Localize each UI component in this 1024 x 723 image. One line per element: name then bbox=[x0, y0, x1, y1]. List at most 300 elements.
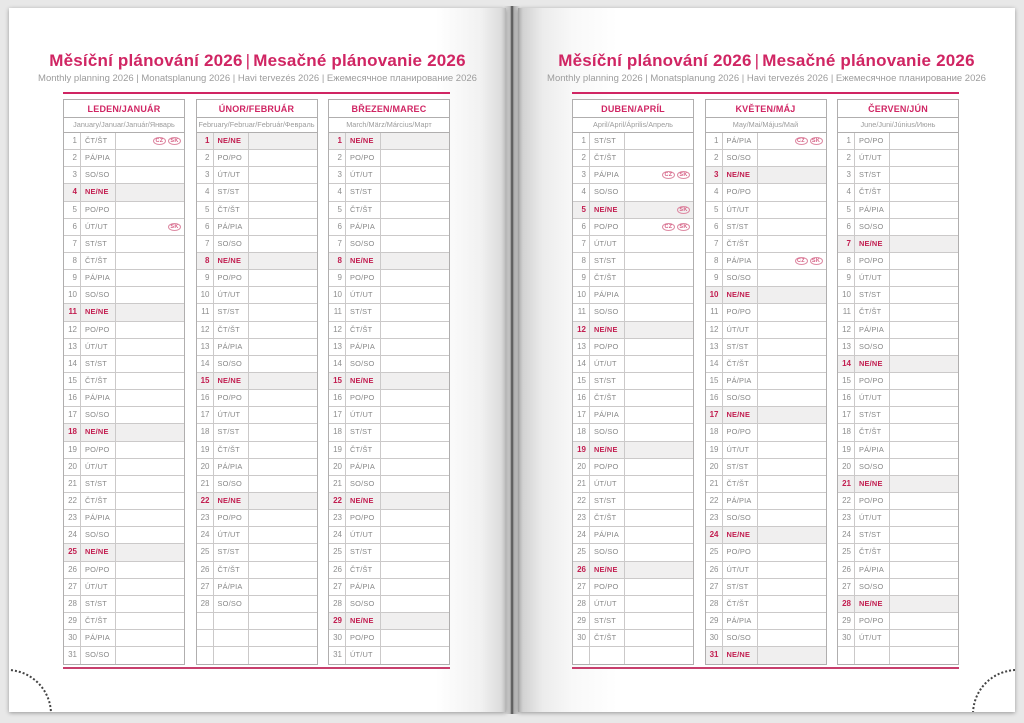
day-row bbox=[329, 476, 449, 493]
notes-cell bbox=[758, 184, 826, 200]
weekday-label-cell: ČT/ŠT bbox=[81, 373, 116, 389]
notes-cell bbox=[758, 253, 826, 269]
day-number-cell: 12 bbox=[329, 322, 346, 338]
day-number-cell: 2 bbox=[197, 150, 214, 166]
day-number-cell: 19 bbox=[64, 442, 81, 458]
weekday-label-cell: ČT/ŠT bbox=[590, 150, 625, 166]
notes-cell bbox=[249, 579, 317, 595]
notes-cell bbox=[890, 493, 958, 509]
weekday-label-cell bbox=[214, 613, 249, 629]
day-number-cell: 1 bbox=[573, 133, 590, 149]
notes-cell bbox=[381, 202, 449, 218]
weekday-label-cell: NE/NE bbox=[81, 424, 116, 440]
weekday-label-cell: PO/PO bbox=[723, 544, 758, 560]
day-row bbox=[64, 287, 184, 304]
day-number-cell: 14 bbox=[64, 356, 81, 372]
day-number-cell: 16 bbox=[197, 390, 214, 406]
day-row bbox=[197, 356, 317, 373]
day-number-cell: 21 bbox=[64, 476, 81, 492]
weekday-label-cell: NE/NE bbox=[81, 304, 116, 320]
day-row bbox=[706, 339, 826, 356]
day-number-cell: 22 bbox=[706, 493, 723, 509]
day-number-cell: 31 bbox=[329, 647, 346, 664]
notes-cell bbox=[758, 562, 826, 578]
weekday-label-cell: SO/SO bbox=[723, 390, 758, 406]
weekday-label-cell: SO/SO bbox=[855, 459, 890, 475]
day-number-cell: 30 bbox=[329, 630, 346, 646]
month-table bbox=[63, 99, 185, 665]
weekday-label-cell: ÚT/UT bbox=[81, 219, 116, 235]
notes-cell bbox=[625, 630, 693, 646]
day-row bbox=[838, 219, 958, 236]
day-number-cell: 3 bbox=[706, 167, 723, 183]
day-row bbox=[64, 253, 184, 270]
day-number-cell: 29 bbox=[706, 613, 723, 629]
day-number-cell: 25 bbox=[197, 544, 214, 560]
notes-cell bbox=[625, 270, 693, 286]
day-row bbox=[197, 270, 317, 287]
weekday-label-cell: PÁ/PIA bbox=[81, 510, 116, 526]
day-row bbox=[197, 510, 317, 527]
weekday-label-cell: ÚT/UT bbox=[214, 287, 249, 303]
day-number-cell: 6 bbox=[197, 219, 214, 235]
notes-cell bbox=[381, 390, 449, 406]
notes-cell bbox=[625, 287, 693, 303]
day-row bbox=[197, 287, 317, 304]
weekday-label-cell: ČT/ŠT bbox=[855, 424, 890, 440]
weekday-label-cell: ST/ST bbox=[590, 493, 625, 509]
notes-cell bbox=[249, 459, 317, 475]
notes-cell bbox=[381, 579, 449, 595]
day-row bbox=[64, 510, 184, 527]
notes-cell bbox=[625, 167, 693, 183]
empty-row bbox=[197, 630, 317, 647]
weekday-label-cell: ST/ST bbox=[214, 304, 249, 320]
notes-cell bbox=[890, 253, 958, 269]
notes-cell bbox=[116, 356, 184, 372]
day-row bbox=[64, 202, 184, 219]
day-row bbox=[706, 236, 826, 253]
day-number-cell: 28 bbox=[197, 596, 214, 612]
day-number-cell: 24 bbox=[64, 527, 81, 543]
day-row bbox=[838, 630, 958, 647]
day-row bbox=[573, 407, 693, 424]
notes-cell bbox=[758, 544, 826, 560]
day-number-cell: 27 bbox=[573, 579, 590, 595]
notes-cell bbox=[116, 390, 184, 406]
weekday-label-cell: PÁ/PIA bbox=[723, 613, 758, 629]
weekday-label-cell: PÁ/PIA bbox=[723, 493, 758, 509]
notes-cell bbox=[381, 304, 449, 320]
weekday-label-cell: PO/PO bbox=[81, 202, 116, 218]
day-number-cell: 22 bbox=[838, 493, 855, 509]
day-row bbox=[706, 596, 826, 613]
notes-cell bbox=[758, 236, 826, 252]
day-row bbox=[329, 510, 449, 527]
weekday-label-cell: SO/SO bbox=[346, 596, 381, 612]
holiday-badge-sk: SK bbox=[677, 223, 690, 231]
day-number-cell: 18 bbox=[64, 424, 81, 440]
day-number-cell: 1 bbox=[64, 133, 81, 149]
notes-cell bbox=[758, 407, 826, 423]
weekday-label-cell: SO/SO bbox=[723, 510, 758, 526]
month-table bbox=[328, 99, 450, 665]
weekday-label-cell: PÁ/PIA bbox=[855, 202, 890, 218]
day-number-cell: 26 bbox=[573, 562, 590, 578]
weekday-label-cell: PÁ/PIA bbox=[723, 133, 758, 149]
title-slovak: Mesačné plánovanie 2026 bbox=[253, 51, 466, 70]
weekday-label-cell: PO/PO bbox=[214, 150, 249, 166]
weekday-label-cell: ČT/ŠT bbox=[590, 630, 625, 646]
day-row bbox=[573, 133, 693, 150]
notes-cell bbox=[381, 527, 449, 543]
weekday-label-cell: SO/SO bbox=[346, 356, 381, 372]
day-row bbox=[329, 647, 449, 664]
weekday-label-cell: PÁ/PIA bbox=[214, 459, 249, 475]
weekday-label-cell: ČT/ŠT bbox=[346, 202, 381, 218]
notes-cell bbox=[625, 339, 693, 355]
weekday-label-cell: PÁ/PIA bbox=[346, 579, 381, 595]
day-row bbox=[706, 630, 826, 647]
notes-cell bbox=[116, 579, 184, 595]
weekday-label-cell: ST/ST bbox=[214, 184, 249, 200]
day-number-cell: 28 bbox=[329, 596, 346, 612]
weekday-label-cell: ÚT/UT bbox=[346, 647, 381, 664]
day-row bbox=[197, 390, 317, 407]
day-row bbox=[706, 270, 826, 287]
weekday-label-cell: SO/SO bbox=[81, 647, 116, 664]
day-row bbox=[573, 493, 693, 510]
day-row bbox=[197, 322, 317, 339]
weekday-label-cell: ČT/ŠT bbox=[590, 390, 625, 406]
notes-cell bbox=[625, 304, 693, 320]
day-row bbox=[197, 167, 317, 184]
notes-cell bbox=[625, 647, 693, 664]
weekday-label-cell: ČT/ŠT bbox=[81, 133, 116, 149]
notes-cell bbox=[116, 510, 184, 526]
weekday-label-cell: ČT/ŠT bbox=[214, 562, 249, 578]
day-row bbox=[197, 253, 317, 270]
day-number-cell: 28 bbox=[64, 596, 81, 612]
weekday-label-cell: ČT/ŠT bbox=[590, 270, 625, 286]
day-row bbox=[329, 493, 449, 510]
notes-cell bbox=[890, 579, 958, 595]
day-number-cell: 10 bbox=[573, 287, 590, 303]
bottom-divider-line bbox=[572, 667, 959, 669]
notes-cell bbox=[758, 202, 826, 218]
day-row bbox=[329, 613, 449, 630]
day-number-cell: 20 bbox=[573, 459, 590, 475]
notes-cell bbox=[249, 150, 317, 166]
weekday-label-cell: ČT/ŠT bbox=[81, 253, 116, 269]
month-grid bbox=[572, 133, 694, 665]
weekday-label-cell: NE/NE bbox=[214, 133, 249, 149]
day-row bbox=[706, 356, 826, 373]
day-row bbox=[64, 373, 184, 390]
empty-row bbox=[197, 647, 317, 664]
weekday-label-cell: PO/PO bbox=[723, 424, 758, 440]
notes-cell bbox=[249, 287, 317, 303]
holiday-badge-cz: CZ bbox=[795, 257, 808, 265]
day-row bbox=[197, 150, 317, 167]
notes-cell bbox=[381, 322, 449, 338]
day-row bbox=[329, 236, 449, 253]
day-row bbox=[64, 236, 184, 253]
notes-cell bbox=[116, 202, 184, 218]
day-row bbox=[573, 596, 693, 613]
notes-cell bbox=[116, 339, 184, 355]
day-row bbox=[573, 613, 693, 630]
weekday-label-cell: SO/SO bbox=[81, 407, 116, 423]
day-row bbox=[64, 133, 184, 150]
holiday-badge-sk: SK bbox=[677, 171, 690, 179]
day-number-cell: 7 bbox=[329, 236, 346, 252]
weekday-label-cell: SO/SO bbox=[855, 219, 890, 235]
notes-cell bbox=[625, 236, 693, 252]
day-number-cell: 26 bbox=[838, 562, 855, 578]
weekday-label-cell: ÚT/UT bbox=[855, 270, 890, 286]
empty-row bbox=[573, 647, 693, 664]
weekday-label-cell: PÁ/PIA bbox=[81, 270, 116, 286]
day-number-cell: 6 bbox=[706, 219, 723, 235]
notes-cell bbox=[249, 356, 317, 372]
day-row bbox=[329, 407, 449, 424]
day-row bbox=[706, 562, 826, 579]
day-number-cell: 12 bbox=[838, 322, 855, 338]
day-number-cell: 9 bbox=[64, 270, 81, 286]
weekday-label-cell: SO/SO bbox=[590, 184, 625, 200]
day-row bbox=[838, 322, 958, 339]
day-number-cell: 6 bbox=[64, 219, 81, 235]
day-number-cell: 15 bbox=[706, 373, 723, 389]
day-number-cell: 3 bbox=[838, 167, 855, 183]
day-row bbox=[838, 596, 958, 613]
weekday-label-cell: PÁ/PIA bbox=[346, 219, 381, 235]
months-row-left bbox=[63, 99, 450, 665]
day-number-cell: 4 bbox=[573, 184, 590, 200]
notes-cell bbox=[116, 562, 184, 578]
day-row bbox=[573, 287, 693, 304]
weekday-label-cell: SO/SO bbox=[590, 424, 625, 440]
notes-cell bbox=[116, 150, 184, 166]
day-number-cell: 15 bbox=[64, 373, 81, 389]
day-number-cell: 8 bbox=[706, 253, 723, 269]
notes-cell bbox=[249, 596, 317, 612]
notes-cell bbox=[758, 219, 826, 235]
day-number-cell: 22 bbox=[197, 493, 214, 509]
weekday-label-cell: PÁ/PIA bbox=[855, 442, 890, 458]
weekday-label-cell: ST/ST bbox=[81, 236, 116, 252]
day-number-cell: 12 bbox=[573, 322, 590, 338]
notes-cell bbox=[758, 287, 826, 303]
empty-row bbox=[838, 647, 958, 664]
notes-cell bbox=[890, 630, 958, 646]
day-number-cell: 15 bbox=[197, 373, 214, 389]
day-number-cell: 27 bbox=[329, 579, 346, 595]
notes-cell bbox=[890, 647, 958, 664]
day-row bbox=[329, 562, 449, 579]
day-row bbox=[838, 184, 958, 201]
weekday-label-cell: ÚT/UT bbox=[346, 167, 381, 183]
day-number-cell: 27 bbox=[838, 579, 855, 595]
day-row bbox=[197, 184, 317, 201]
day-number-cell: 7 bbox=[706, 236, 723, 252]
day-row bbox=[64, 219, 184, 236]
day-number-cell: 5 bbox=[329, 202, 346, 218]
day-row bbox=[573, 390, 693, 407]
day-row bbox=[329, 133, 449, 150]
day-number-cell: 28 bbox=[706, 596, 723, 612]
day-number-cell: 11 bbox=[838, 304, 855, 320]
notes-cell bbox=[758, 304, 826, 320]
notes-cell bbox=[625, 442, 693, 458]
day-row bbox=[838, 339, 958, 356]
notes-cell bbox=[381, 356, 449, 372]
day-row bbox=[573, 219, 693, 236]
day-row bbox=[573, 339, 693, 356]
day-row bbox=[838, 150, 958, 167]
notes-cell bbox=[249, 167, 317, 183]
day-number-cell: 18 bbox=[573, 424, 590, 440]
notes-cell bbox=[381, 253, 449, 269]
title-divider-line bbox=[63, 92, 450, 94]
notes-cell bbox=[116, 442, 184, 458]
weekday-label-cell bbox=[214, 630, 249, 646]
day-number-cell: 8 bbox=[197, 253, 214, 269]
page-subtitle: Monthly planning 2026 | Monatsplanung 2026 | Havi tervezés 2026 | Ежемесячное планирование 2026 bbox=[38, 73, 477, 84]
weekday-label-cell: PÁ/PIA bbox=[346, 339, 381, 355]
notes-cell bbox=[890, 339, 958, 355]
corner-perforation-dots bbox=[9, 669, 52, 712]
notes-cell bbox=[249, 339, 317, 355]
day-number-cell: 4 bbox=[329, 184, 346, 200]
weekday-label-cell: ST/ST bbox=[723, 459, 758, 475]
day-row bbox=[573, 202, 693, 219]
weekday-label-cell: ÚT/UT bbox=[81, 339, 116, 355]
day-row bbox=[329, 339, 449, 356]
day-row bbox=[706, 219, 826, 236]
weekday-label-cell: NE/NE bbox=[590, 322, 625, 338]
day-row bbox=[573, 579, 693, 596]
day-number-cell: 11 bbox=[573, 304, 590, 320]
notes-cell bbox=[625, 544, 693, 560]
day-row bbox=[64, 596, 184, 613]
day-row bbox=[197, 562, 317, 579]
day-number-cell: 1 bbox=[838, 133, 855, 149]
weekday-label-cell: ST/ST bbox=[723, 219, 758, 235]
day-row bbox=[838, 407, 958, 424]
weekday-label-cell: PÁ/PIA bbox=[590, 287, 625, 303]
notes-cell bbox=[116, 287, 184, 303]
title-czech: Měsíční plánování 2026 bbox=[49, 51, 243, 70]
weekday-label-cell: PO/PO bbox=[590, 579, 625, 595]
day-number-cell: 13 bbox=[838, 339, 855, 355]
day-number-cell: 24 bbox=[329, 527, 346, 543]
day-row bbox=[706, 510, 826, 527]
weekday-label-cell: PO/PO bbox=[590, 219, 625, 235]
weekday-label-cell: PO/PO bbox=[214, 510, 249, 526]
day-row bbox=[197, 133, 317, 150]
month-table bbox=[705, 99, 827, 665]
weekday-label-cell: PO/PO bbox=[855, 613, 890, 629]
notes-cell bbox=[758, 270, 826, 286]
day-number-cell bbox=[573, 647, 590, 664]
weekday-label-cell: PÁ/PIA bbox=[214, 339, 249, 355]
day-row bbox=[838, 424, 958, 441]
day-number-cell: 8 bbox=[329, 253, 346, 269]
weekday-label-cell: NE/NE bbox=[214, 373, 249, 389]
month-table bbox=[196, 99, 318, 665]
notes-cell bbox=[381, 493, 449, 509]
weekday-label-cell: ST/ST bbox=[590, 133, 625, 149]
notes-cell bbox=[625, 493, 693, 509]
day-number-cell: 10 bbox=[838, 287, 855, 303]
day-row bbox=[706, 459, 826, 476]
day-number-cell: 2 bbox=[838, 150, 855, 166]
month-grid bbox=[196, 133, 318, 665]
day-row bbox=[64, 424, 184, 441]
notes-cell bbox=[249, 133, 317, 149]
day-row bbox=[706, 253, 826, 270]
day-row bbox=[64, 150, 184, 167]
weekday-label-cell: ST/ST bbox=[723, 339, 758, 355]
day-number-cell: 10 bbox=[329, 287, 346, 303]
weekday-label-cell: ÚT/UT bbox=[723, 322, 758, 338]
weekday-label-cell: SO/SO bbox=[723, 150, 758, 166]
day-number-cell: 20 bbox=[197, 459, 214, 475]
day-number-cell: 21 bbox=[838, 476, 855, 492]
day-number-cell: 3 bbox=[329, 167, 346, 183]
day-row bbox=[64, 630, 184, 647]
day-number-cell: 30 bbox=[838, 630, 855, 646]
empty-row bbox=[197, 613, 317, 630]
day-number-cell: 16 bbox=[706, 390, 723, 406]
day-row bbox=[64, 579, 184, 596]
notes-cell bbox=[249, 184, 317, 200]
weekday-label-cell: PÁ/PIA bbox=[723, 373, 758, 389]
day-number-cell: 26 bbox=[197, 562, 214, 578]
day-row bbox=[838, 579, 958, 596]
day-row bbox=[64, 544, 184, 561]
weekday-label-cell: PÁ/PIA bbox=[346, 459, 381, 475]
notes-cell bbox=[381, 150, 449, 166]
notes-cell bbox=[758, 493, 826, 509]
day-row bbox=[838, 270, 958, 287]
month-grid bbox=[837, 133, 959, 665]
weekday-label-cell: PÁ/PIA bbox=[81, 150, 116, 166]
weekday-label-cell: NE/NE bbox=[723, 647, 758, 664]
month-subtitle: June/Juni/Június/Июнь bbox=[837, 118, 959, 133]
day-number-cell: 16 bbox=[573, 390, 590, 406]
notes-cell bbox=[625, 219, 693, 235]
notes-cell bbox=[249, 424, 317, 440]
day-number-cell: 25 bbox=[573, 544, 590, 560]
holiday-badge-sk: SK bbox=[810, 137, 823, 145]
notes-cell bbox=[381, 510, 449, 526]
notes-cell bbox=[625, 407, 693, 423]
weekday-label-cell: SO/SO bbox=[346, 476, 381, 492]
month-grid bbox=[63, 133, 185, 665]
notes-cell bbox=[381, 167, 449, 183]
day-row bbox=[838, 356, 958, 373]
day-number-cell: 20 bbox=[838, 459, 855, 475]
notes-cell bbox=[116, 236, 184, 252]
weekday-label-cell: ST/ST bbox=[855, 527, 890, 543]
month-table bbox=[572, 99, 694, 665]
day-number-cell: 2 bbox=[329, 150, 346, 166]
day-number-cell: 26 bbox=[329, 562, 346, 578]
day-number-cell: 13 bbox=[329, 339, 346, 355]
